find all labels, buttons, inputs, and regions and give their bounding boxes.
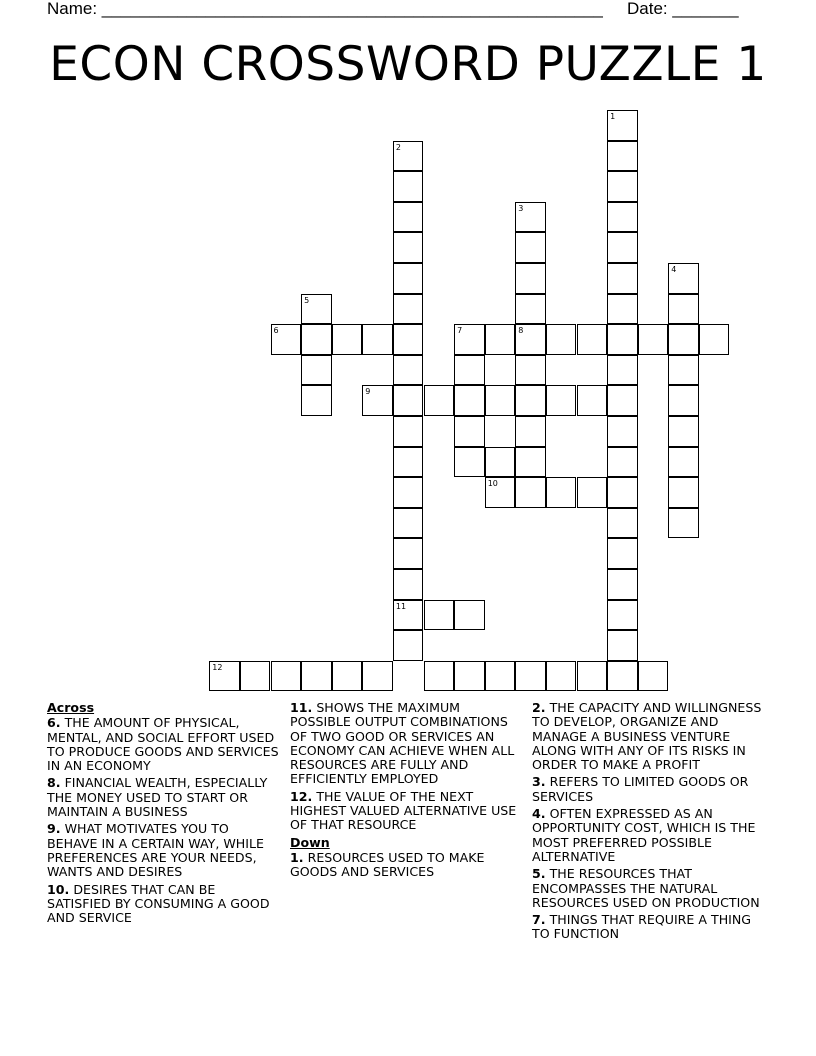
grid-cell[interactable] [607,538,638,569]
grid-cell[interactable] [393,232,424,263]
clue-text: THE AMOUNT OF PHYSICAL, MENTAL, AND SOCIAL EFFORT USED TO PRODUCE GOODS AND SERVICES IN AN ECONOMY [47,715,279,774]
grid-cell-11[interactable] [393,600,424,631]
grid-cell[interactable] [485,385,516,416]
grid-cell[interactable] [393,294,424,325]
grid-cell[interactable] [332,661,363,692]
grid-cell[interactable] [515,294,546,325]
clue-item [532,701,766,772]
down-clue-list [290,851,522,880]
clue-item [532,913,766,942]
grid-cell[interactable] [301,385,332,416]
clue-text: THE VALUE OF THE NEXT HIGHEST VALUED ALTERNATIVE USE OF THAT RESOURCE [290,788,517,833]
clue-number: 7 [457,326,463,336]
grid-cell[interactable] [332,324,363,355]
grid-cell[interactable] [607,447,638,478]
clue-item [47,776,279,819]
grid-cell[interactable] [577,385,608,416]
clue-item [47,883,279,926]
grid-cell[interactable] [515,385,546,416]
grid-cell[interactable] [668,324,699,355]
grid-cell-12[interactable] [209,661,240,692]
across-heading: Across [47,700,95,715]
grid-cell[interactable] [362,324,393,355]
clue-text: THE CAPACITY AND WILLINGNESS TO DEVELOP, ORGANIZE AND MANAGE A BUSINESS VENTURE ALONG WITH ANY OF ITS RISKS IN ORDER TO MAKE A PROFIT [532,700,762,773]
clue-number: 2. [532,700,546,715]
grid-cell[interactable] [393,171,424,202]
grid-cell[interactable] [515,477,546,508]
clue-number: 9 [365,387,371,397]
grid-cell[interactable] [607,294,638,325]
grid-cell-10[interactable] [485,477,516,508]
clue-number: 7. [532,912,546,928]
grid-cell[interactable] [515,263,546,294]
grid-cell[interactable] [699,324,730,355]
clue-text: THINGS THAT REQUIRE A THING TO FUNCTION [532,912,752,942]
clue-number: 1 [610,112,616,121]
clue-column-1 [47,701,279,928]
grid-cell[interactable] [607,263,638,294]
grid-cell[interactable] [515,416,546,447]
grid-cell[interactable] [546,385,577,416]
grid-cell[interactable] [668,477,699,508]
down-heading: Down [290,834,330,850]
clue-item [290,701,522,787]
grid-cell[interactable] [546,477,577,508]
grid-cell[interactable] [393,355,424,386]
clue-number: 6 [273,326,279,336]
clue-number: 3. [532,774,546,790]
grid-cell[interactable] [454,661,485,692]
date-field[interactable]: Date: _______ [627,0,739,18]
grid-cell[interactable] [301,355,332,386]
grid-cell[interactable] [485,661,516,692]
clue-number: 10. [47,881,70,897]
across-clue-list [47,716,279,925]
grid-cell[interactable] [607,661,638,692]
grid-cell[interactable] [546,661,577,692]
grid-cell[interactable] [362,661,393,692]
grid-cell[interactable] [607,416,638,447]
clue-item [290,851,522,880]
clue-column-2 [290,701,522,883]
grid-cell[interactable] [638,324,669,355]
grid-cell[interactable] [668,385,699,416]
grid-cell[interactable] [424,600,455,631]
clue-number: 5 [304,295,310,305]
clue-number: 10 [487,479,498,489]
grid-cell-8[interactable] [515,324,546,355]
clue-item [47,822,279,879]
clue-text: RESOURCES USED TO MAKE GOODS AND SERVICES [290,849,485,880]
grid-cell[interactable] [607,355,638,386]
grid-cell[interactable] [424,385,455,416]
clue-number: 8. [47,775,61,791]
grid-cell[interactable] [607,141,638,172]
grid-cell[interactable] [515,232,546,263]
clue-text: REFERS TO LIMITED GOODS OR SERVICES [532,774,749,804]
grid-cell[interactable] [515,661,546,692]
grid-cell[interactable] [301,661,332,692]
grid-cell[interactable] [393,447,424,478]
grid-cell[interactable] [393,263,424,294]
grid-cell-9[interactable] [362,385,393,416]
clue-number: 5. [532,866,546,882]
grid-cell[interactable] [454,447,485,478]
grid-cell-2[interactable] [393,141,424,172]
clue-text: WHAT MOTIVATES YOU TO BEHAVE IN A CERTAIN WAY, WHILE PREFERENCES ARE YOUR NEEDS, WANTS AND DESIRES [47,821,264,880]
grid-cell[interactable] [515,355,546,386]
clue-item [532,775,766,804]
clue-number: 1. [290,849,304,865]
clue-text: OFTEN EXPRESSED AS AN OPPORTUNITY COST, WHICH IS THE MOST PREFERRED POSSIBLE ALTERNATIVE [532,806,756,864]
grid-cell[interactable] [485,447,516,478]
grid-cell[interactable] [393,385,424,416]
grid-cell-6[interactable] [271,324,302,355]
clue-number: 8 [518,326,524,336]
grid-cell[interactable] [393,508,424,539]
clue-number: 3 [518,203,524,213]
grid-cell[interactable] [607,324,638,355]
grid-cell[interactable] [393,416,424,447]
grid-cell[interactable] [607,600,638,631]
grid-cell[interactable] [577,477,608,508]
name-field[interactable]: Name: _____________________________________________________ [47,0,603,18]
grid-cell[interactable] [607,477,638,508]
grid-cell[interactable] [393,630,424,661]
clue-number: 12 [212,662,223,672]
clue-item [47,716,279,773]
grid-cell[interactable] [424,661,455,692]
clue-text: THE RESOURCES THAT ENCOMPASSES THE NATURAL RESOURCES USED ON PRODUCTION [532,866,760,910]
grid-cell[interactable] [454,600,485,631]
grid-cell[interactable] [607,385,638,416]
grid-cell-7[interactable] [454,324,485,355]
clue-text: DESIRES THAT CAN BE SATISFIED BY CONSUMING A GOOD AND SERVICE [47,881,270,926]
grid-cell[interactable] [240,661,271,692]
grid-cell[interactable] [271,661,302,692]
grid-cell[interactable] [454,416,485,447]
grid-cell[interactable] [454,355,485,386]
grid-cell[interactable] [515,447,546,478]
grid-cell[interactable] [393,324,424,355]
clue-number: 11. [290,700,313,715]
grid-cell[interactable] [638,661,669,692]
clue-item [290,790,522,833]
grid-cell[interactable] [668,508,699,539]
clue-number: 4. [532,806,546,822]
clue-number: 11 [395,601,407,611]
clue-number: 2 [395,142,401,152]
grid-cell[interactable] [454,385,485,416]
clue-number: 9. [47,821,61,837]
grid-cell[interactable] [607,569,638,600]
grid-cell[interactable] [668,294,699,325]
down-clue-list-continued [532,701,766,942]
grid-cell-1[interactable] [607,110,638,141]
grid-cell[interactable] [393,202,424,233]
grid-cell[interactable] [607,202,638,233]
clue-number: 6. [47,715,61,731]
clue-number: 12. [290,788,313,804]
grid-cell[interactable] [668,416,699,447]
grid-cell[interactable] [577,324,608,355]
grid-cell[interactable] [301,324,332,355]
grid-cell[interactable] [485,324,516,355]
grid-cell[interactable] [607,232,638,263]
grid-cell-5[interactable] [301,294,332,325]
grid-cell[interactable] [393,569,424,600]
grid-cell[interactable] [577,661,608,692]
clue-item [532,867,766,910]
across-clue-list-continued [290,701,522,833]
grid-cell[interactable] [607,630,638,661]
grid-cell[interactable] [668,447,699,478]
grid-cell[interactable] [607,508,638,539]
grid-cell[interactable] [393,538,424,569]
grid-cell[interactable] [607,171,638,202]
grid-cell[interactable] [546,324,577,355]
grid-cell[interactable] [668,355,699,386]
clue-item [532,807,766,864]
clue-text: SHOWS THE MAXIMUM POSSIBLE OUTPUT COMBINATIONS OF TWO GOOD OR SERVICES AN ECONOMY CAN ACHIEVE WHEN ALL RESOURCES ARE FULLY AND EFFICIENTLY EMPLOYED [290,700,515,787]
clue-text: FINANCIAL WEALTH, ESPECIALLY THE MONEY USED TO START OR MAINTAIN A BUSINESS [47,775,268,820]
grid-cell-4[interactable] [668,263,699,294]
page-title: ECON CROSSWORD PUZZLE 1 [49,37,767,92]
grid-cell-3[interactable] [515,202,546,233]
clue-column-3 [532,701,766,945]
grid-cell[interactable] [393,477,424,508]
clue-number: 4 [671,265,677,274]
